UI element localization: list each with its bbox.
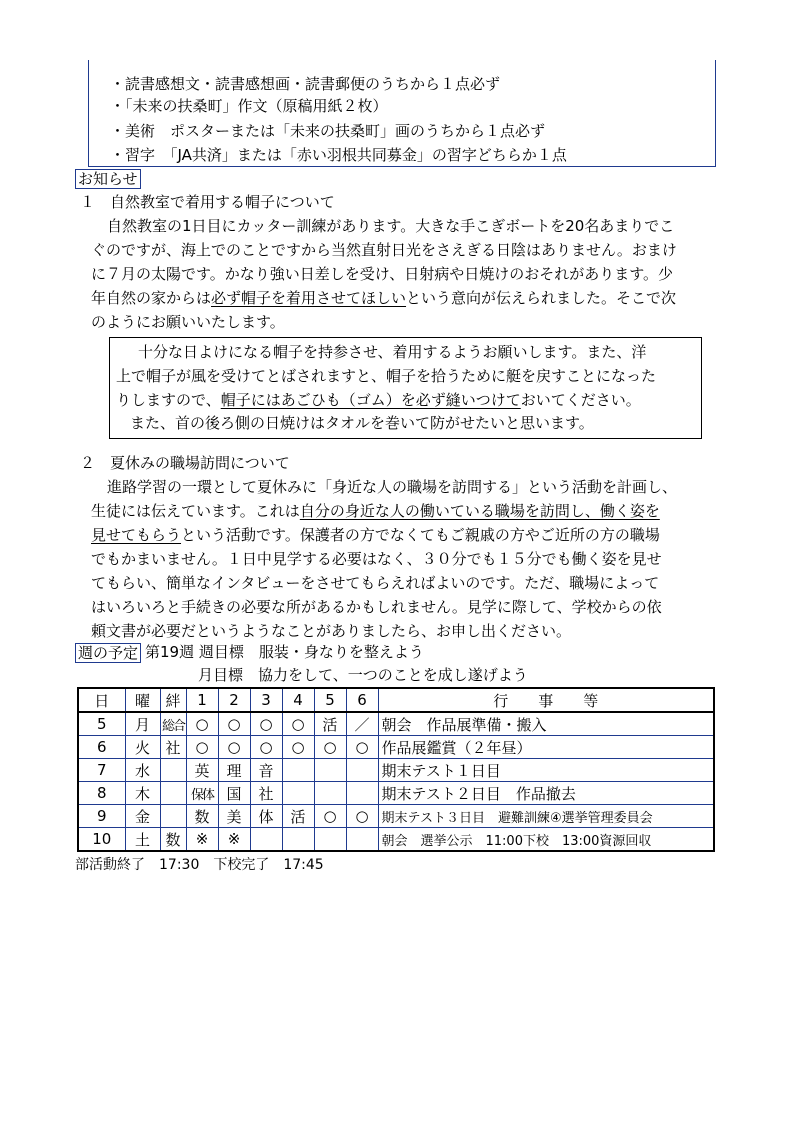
table-cell: 土 bbox=[125, 828, 160, 852]
table-header-cell: 2 bbox=[218, 688, 250, 712]
table-cell: 期末テスト３日目 避難訓練④選挙管理委員会 bbox=[378, 805, 714, 828]
table-header-cell: 日 bbox=[78, 688, 125, 712]
table-cell: 期末テスト１日目 bbox=[378, 759, 714, 782]
top-item: ・習字 「JA共済」または「赤い羽根共同募金」の習字どちらか１点 bbox=[110, 146, 567, 164]
table-header-cell: 行 事 等 bbox=[378, 688, 714, 712]
table-cell bbox=[282, 759, 314, 782]
table-cell bbox=[314, 759, 346, 782]
section1-line: に７月の太陽です。かなり強い日差しを受け、日射病や日焼けのおそれがあります。少 bbox=[91, 265, 674, 283]
table-cell: ○ bbox=[250, 712, 282, 736]
table-cell: 数 bbox=[160, 828, 186, 852]
table-cell: ○ bbox=[282, 712, 314, 736]
table-cell: 理 bbox=[218, 759, 250, 782]
table-cell: ○ bbox=[346, 736, 378, 759]
table-cell bbox=[160, 782, 186, 805]
section1-title: １ 自然教室で着用する帽子について bbox=[80, 193, 335, 211]
club-footer: 部活動終了 17:30 下校完了 17:45 bbox=[75, 857, 324, 873]
table-cell: ※ bbox=[218, 828, 250, 852]
table-cell: ○ bbox=[314, 736, 346, 759]
table-cell: 美 bbox=[218, 805, 250, 828]
table-cell bbox=[282, 828, 314, 852]
table-cell: 活 bbox=[282, 805, 314, 828]
table-cell bbox=[314, 782, 346, 805]
table-cell: 木 bbox=[125, 782, 160, 805]
table-cell bbox=[160, 805, 186, 828]
section1-line: 自然教室の1日目にカッター訓練があります。大きな手こぎボートを20名あまりでこ bbox=[107, 217, 675, 235]
table-cell bbox=[160, 759, 186, 782]
section2-line: 見せてもらうという活動です。保護者の方でなくてもご親戚の方やご近所の方の職場 bbox=[91, 526, 660, 544]
table-cell: 体 bbox=[250, 805, 282, 828]
table-header-cell: 6 bbox=[346, 688, 378, 712]
table-cell: 火 bbox=[125, 736, 160, 759]
table-cell: 活 bbox=[314, 712, 346, 736]
table-row bbox=[78, 759, 714, 782]
table-header-cell: 5 bbox=[314, 688, 346, 712]
table-header-cell: 1 bbox=[186, 688, 218, 712]
table-cell: 水 bbox=[125, 759, 160, 782]
table-cell: ○ bbox=[218, 712, 250, 736]
notice-tag: お知らせ bbox=[75, 169, 141, 189]
table-cell bbox=[282, 782, 314, 805]
section1-line: ぐのですが、海上でのことですから当然直射日光をさえぎる日陰はありません。おまけ bbox=[91, 241, 677, 259]
table-cell: ／ bbox=[346, 712, 378, 736]
table-cell: ○ bbox=[218, 736, 250, 759]
table-cell: 7 bbox=[78, 759, 125, 782]
top-item: ・読書感想文・読書感想画・読書郵便のうちから１点必ず bbox=[110, 75, 501, 93]
table-cell bbox=[346, 759, 378, 782]
box-line: また、首の後ろ側の日焼けはタオルを巻いて防がせたいと思います。 bbox=[130, 414, 594, 432]
section2-line: はいろいろと手続きの必要な所があるかもしれません。見学に際して、学校からの依 bbox=[91, 598, 662, 616]
table-header-cell: 3 bbox=[250, 688, 282, 712]
table-cell: 金 bbox=[125, 805, 160, 828]
section2-title: ２ 夏休みの職場訪問について bbox=[80, 454, 290, 472]
table-row bbox=[78, 736, 714, 759]
section1-line: 年自然の家からは必ず帽子を着用させてほしいという意向が伝えられました。そこで次 bbox=[91, 289, 677, 307]
table-cell: 音 bbox=[250, 759, 282, 782]
section2-line: 生徒には伝えています。これは自分の身近な人の働いている職場を訪問し、働く姿を bbox=[91, 502, 660, 520]
box-line: 十分な日よけになる帽子を持参させ、着用するようお願いします。また、洋 bbox=[138, 343, 647, 361]
month-goal: 月目標 協力をして、一つのことを成し遂げよう bbox=[198, 666, 528, 684]
table-header-cell: 4 bbox=[282, 688, 314, 712]
week-schedule-table bbox=[77, 687, 715, 852]
table-row bbox=[78, 782, 714, 805]
section2-line: 進路学習の一環として夏休みに「身近な人の職場を訪問する」という活動を計画し、 bbox=[107, 478, 678, 496]
week-tag: 週の予定 bbox=[75, 643, 141, 663]
table-header-cell: 曜 bbox=[125, 688, 160, 712]
table-cell: 10 bbox=[78, 828, 125, 852]
table-cell bbox=[250, 828, 282, 852]
table-cell: 社 bbox=[160, 736, 186, 759]
box-line: 上で帽子が風を受けてとばされますと、帽子を拾うために艇を戻すことになった bbox=[116, 367, 657, 385]
top-item: ・「未来の扶桑町」作文（原稿用紙２枚） bbox=[110, 97, 388, 115]
table-cell: 保体 bbox=[186, 782, 218, 805]
table-cell: 9 bbox=[78, 805, 125, 828]
box-line: りしますので、帽子にはあごひも（ゴム）を必ず縫いつけておいてください。 bbox=[116, 391, 641, 409]
table-cell: 朝会 選挙公示 11:00下校 13:00資源回収 bbox=[378, 828, 714, 852]
table-cell: ○ bbox=[250, 736, 282, 759]
table-header-cell: 絆 bbox=[160, 688, 186, 712]
table-row bbox=[78, 712, 714, 736]
section2-line: でもかまいません。１日中見学する必要はなく、３０分でも１５分でも働く姿を見せ bbox=[91, 550, 662, 568]
table-cell: ○ bbox=[346, 805, 378, 828]
table-cell: 5 bbox=[78, 712, 125, 736]
table-cell: 数 bbox=[186, 805, 218, 828]
table-cell: 月 bbox=[125, 712, 160, 736]
section1-line: のようにお願いいたします。 bbox=[91, 313, 285, 331]
table-cell: 8 bbox=[78, 782, 125, 805]
table-cell: 社 bbox=[250, 782, 282, 805]
top-item: ・美術 ポスターまたは「未来の扶桑町」画のうちから１点必ず bbox=[110, 122, 546, 140]
table-cell: 6 bbox=[78, 736, 125, 759]
table-cell: ○ bbox=[186, 712, 218, 736]
table-cell bbox=[346, 828, 378, 852]
table-cell: 朝会 作品展準備・搬入 bbox=[378, 712, 714, 736]
section2-line: 頼文書が必要だというようなことがありましたら、お申し出ください。 bbox=[91, 622, 572, 640]
table-cell: 総合 bbox=[160, 712, 186, 736]
table-row bbox=[78, 805, 714, 828]
table-cell: ○ bbox=[186, 736, 218, 759]
table-header-row bbox=[78, 688, 714, 712]
table-cell bbox=[346, 782, 378, 805]
section2-line: てもらい、簡単なインタビューをさせてもらえればよいのです。ただ、職場によって bbox=[91, 574, 660, 592]
table-cell: 国 bbox=[218, 782, 250, 805]
table-cell bbox=[314, 828, 346, 852]
table-cell: ○ bbox=[314, 805, 346, 828]
table-cell: 期末テスト２日目 作品撤去 bbox=[378, 782, 714, 805]
table-cell: 作品展鑑賞（２年昼） bbox=[378, 736, 714, 759]
table-cell: ※ bbox=[186, 828, 218, 852]
table-row bbox=[78, 828, 714, 852]
week-goal: 第19週 週目標 服装・身なりを整えよう bbox=[145, 643, 424, 661]
table-cell: 英 bbox=[186, 759, 218, 782]
table-cell: ○ bbox=[282, 736, 314, 759]
